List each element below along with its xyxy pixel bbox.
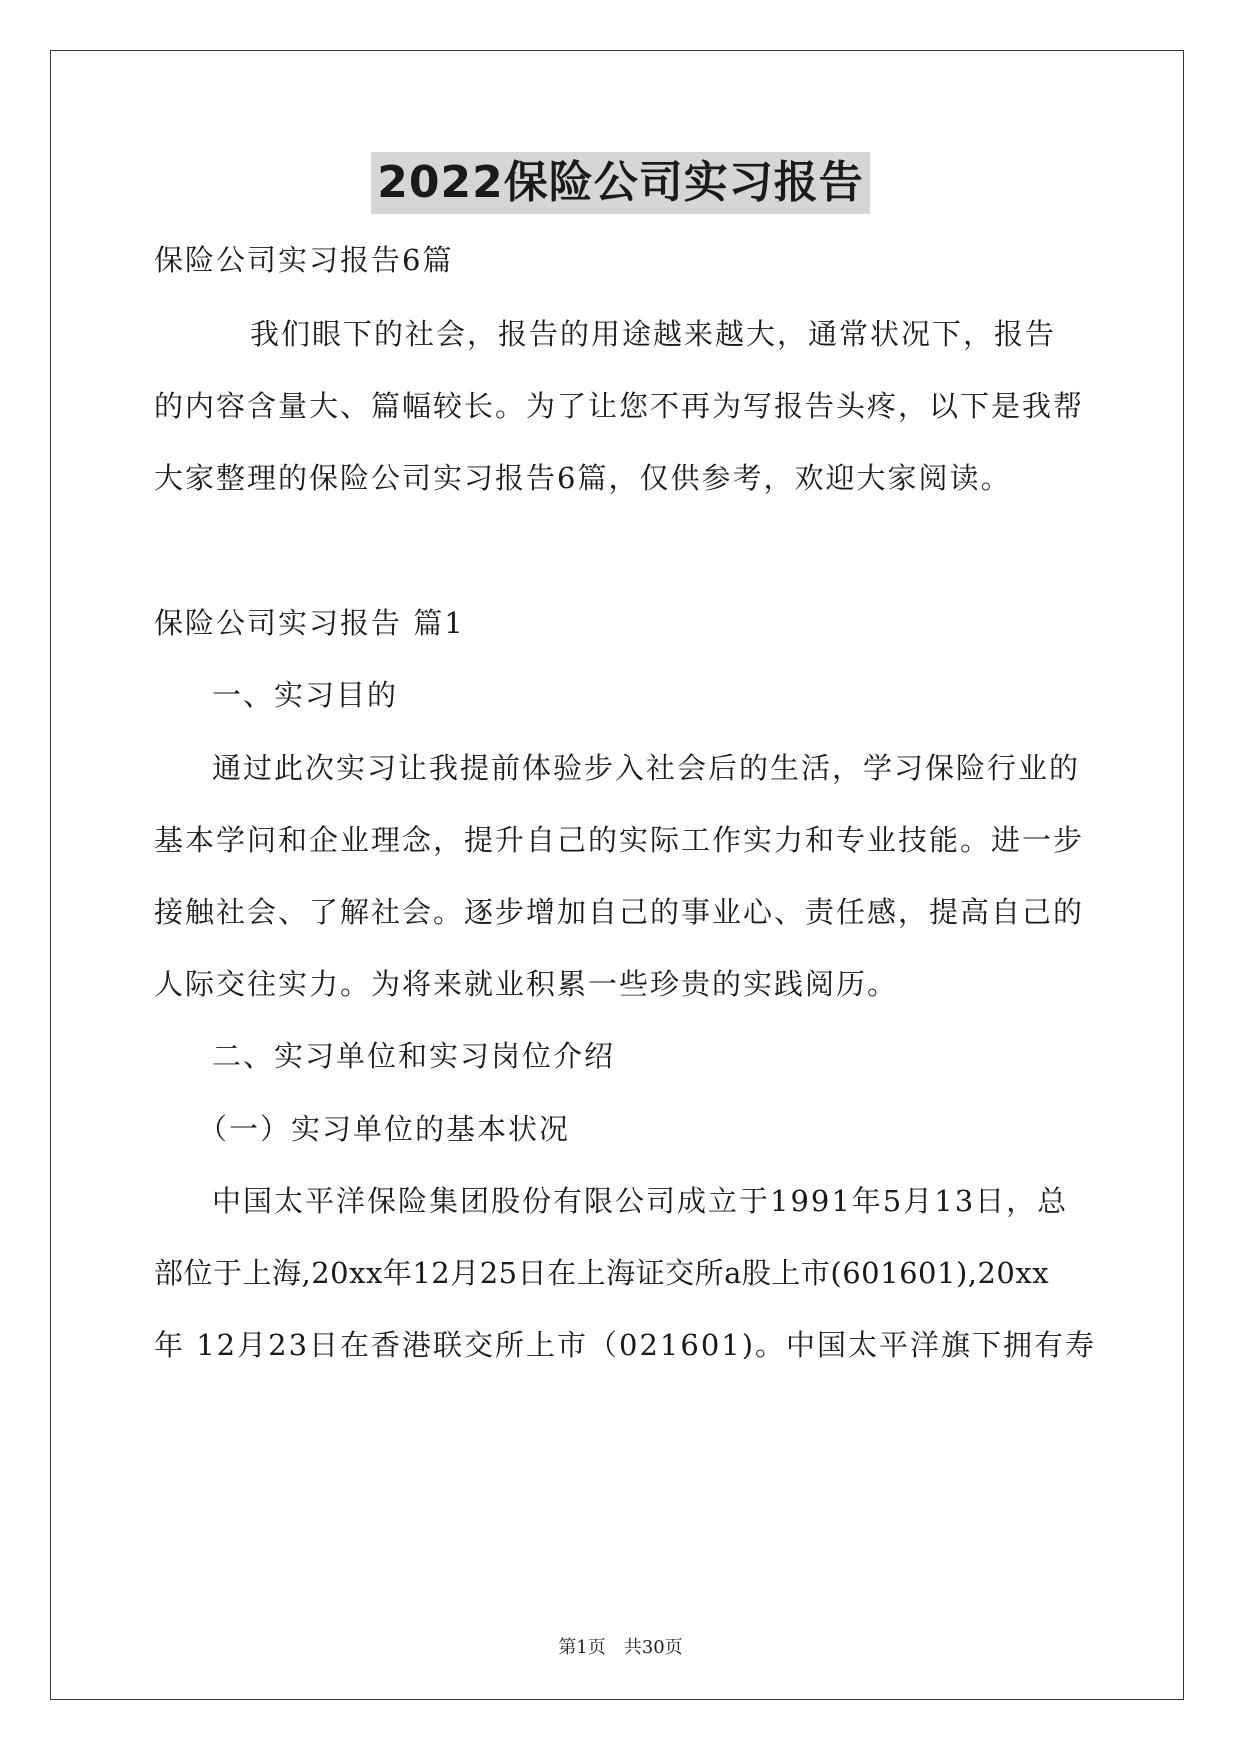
paragraph-line: 基本学问和企业理念，提升自己的实际工作实力和专业技能。进一步 bbox=[154, 823, 1085, 857]
paragraph-line: 接触社会、了解社会。逐步增加自己的事业心、责任感，提高自己的 bbox=[154, 895, 1085, 929]
subsection-heading: （一）实习单位的基本状况 bbox=[198, 1112, 571, 1146]
paragraph-line: 人际交往实力。为将来就业积累一些珍贵的实践阅历。 bbox=[154, 967, 899, 1001]
intro-paragraph-line: 大家整理的保险公司实习报告6篇，仅供参考，欢迎大家阅读。 bbox=[154, 461, 1012, 495]
paragraph-line: 中国太平洋保险集团股份有限公司成立于1991年5月13日，总 bbox=[212, 1184, 1069, 1218]
subtitle-line: 保险公司实习报告6篇 bbox=[154, 243, 454, 277]
paragraph-line: 年 12月23日在香港联交所上市（021601)。中国太平洋旗下拥有寿 bbox=[154, 1328, 1097, 1362]
paragraph-line: 通过此次实习让我提前体验步入社会后的生活，学习保险行业的 bbox=[212, 751, 1081, 785]
intro-paragraph-line: 我们眼下的社会，报告的用途越来越大，通常状况下，报告 bbox=[250, 317, 1057, 351]
page-number: 第1页 共30页 bbox=[558, 1637, 683, 1658]
paragraph-line: 部位于上海,20xx年12月25日在上海证交所a股上市(601601),20xx bbox=[154, 1256, 1050, 1290]
intro-paragraph-line: 的内容含量大、篇幅较长。为了让您不再为写报告头疼，以下是我帮 bbox=[154, 389, 1085, 423]
document-title: 2022保险公司实习报告 bbox=[0, 152, 1241, 214]
page-border bbox=[50, 50, 1184, 1700]
section-heading: 保险公司实习报告 篇1 bbox=[154, 606, 465, 640]
subsection-heading: 一、实习目的 bbox=[212, 678, 399, 712]
subsection-heading: 二、实习单位和实习岗位介绍 bbox=[212, 1039, 616, 1073]
